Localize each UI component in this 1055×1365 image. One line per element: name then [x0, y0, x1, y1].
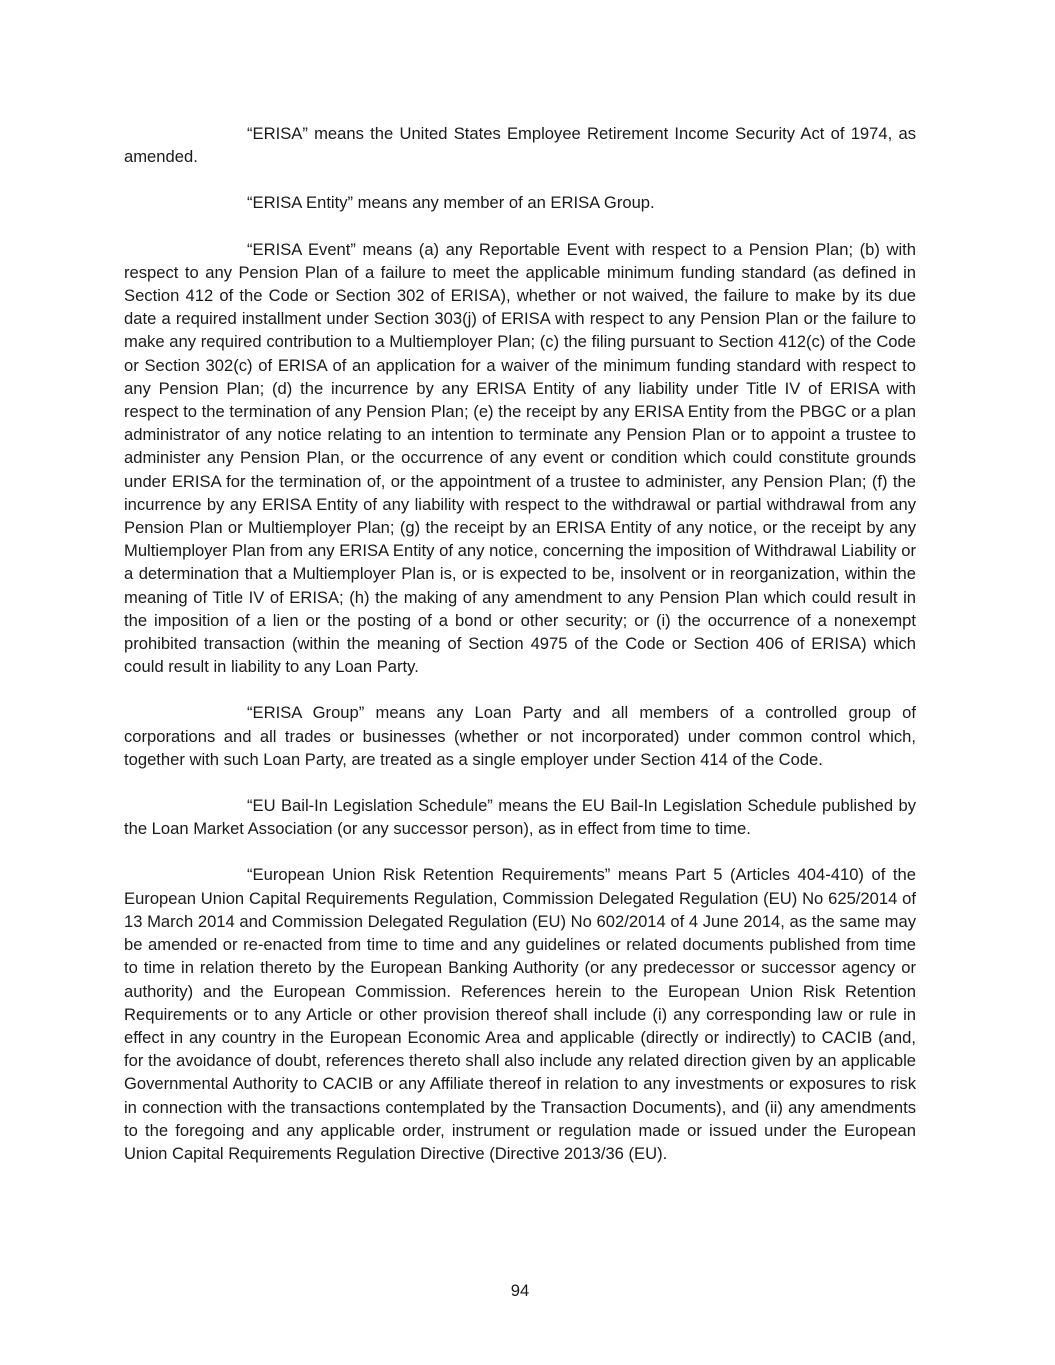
definition-eu-bail-in-legislation-schedule: “EU Bail-In Legislation Schedule” means the EU Bail-In Legislation Schedule published by the Loan Market Association (or any successor person), as in effect from time to time.	[124, 796, 916, 839]
definition-erisa-group: “ERISA Group” means any Loan Party and all members of a controlled group of corporations and all trades or businesses (whether or not incorporated) under common control which, together with such Loan Party, are treated as a single employer under Section 414 of the Code.	[124, 703, 916, 769]
page-number: 94	[510, 1281, 530, 1300]
document-body	[124, 122, 916, 1165]
definition-european-union-risk-retention-requirements: “European Union Risk Retention Requirements” means Part 5 (Articles 404-410) of the European Union Capital Requirements Regulation, Commission Delegated Regulation (EU) No 625/2014 of 13 March 2014 and Commission Delegated Regulation (EU) No 602/2014 of 4 June 2014, as the same may be amended or re-enacted from time to time and any guidelines or related documents published from time to time in relation thereto by the European Banking Authority (or any predecessor or successor agency or authority) and the European Commission. References herein to the European Union Risk Retention Requirements or to any Article or other provision thereof shall include (i) any corresponding law or rule in effect in any country in the European Economic Area and applicable (directly or indirectly) to CACIB (and, for the avoidance of doubt, references thereto shall also include any related direction given by an applicable Governmental Authority to CACIB or any Affiliate thereof in relation to any investments or exposures to risk in connection with the transactions contemplated by the Transaction Documents), and (ii) any amendments to the foregoing and any applicable order, instrument or regulation made or issued under the European Union Capital Requirements Regulation Directive (Directive 2013/36 (EU).	[124, 865, 916, 1163]
definition-erisa-entity: “ERISA Entity” means any member of an ERISA Group.	[247, 193, 655, 213]
definition-erisa: “ERISA” means the United States Employee Retirement Income Security Act of 1974, as amended.	[124, 124, 916, 167]
definition-erisa-event: “ERISA Event” means (a) any Reportable Event with respect to a Pension Plan; (b) with respect to any Pension Plan of a failure to meet the applicable minimum funding standard (as defined in Section 412 of the Code or Section 302 of ERISA), whether or not waived, the failure to make by its due date a required installment under Section 303(j) of ERISA with respect to any Pension Plan or the failure to make any required contribution to a Multiemployer Plan; (c) the filing pursuant to Section 412(c) of the Code or Section 302(c) of ERISA of an application for a waiver of the minimum funding standard with respect to any Pension Plan; (d) the incurrence by any ERISA Entity of any liability under Title IV of ERISA with respect to the termination of any Pension Plan; (e) the receipt by any ERISA Entity from the PBGC or a plan administrator of any notice relating to an intention to terminate any Pension Plan or to appoint a trustee to administer any Pension Plan, or the occurrence of any event or condition which could constitute grounds under ERISA for the termination of, or the appointment of a trustee to administer, any Pension Plan; (f) the incurrence by any ERISA Entity of any liability with respect to the withdrawal or partial withdrawal from any Pension Plan or Multiemployer Plan; (g) the receipt by an ERISA Entity of any notice, or the receipt by any Multiemployer Plan from any ERISA Entity of any notice, concerning the imposition of Withdrawal Liability or a determination that a Multiemployer Plan is, or is expected to be, insolvent or in reorganization, within the meaning of Title IV of ERISA; (h) the making of any amendment to any Pension Plan which could result in the imposition of a lien or the posting of a bond or other security; or (i) the occurrence of a nonexempt prohibited transaction (within the meaning of Section 4975 of the Code or Section 406 of ERISA) which could result in liability to any Loan Party.	[124, 239, 916, 677]
